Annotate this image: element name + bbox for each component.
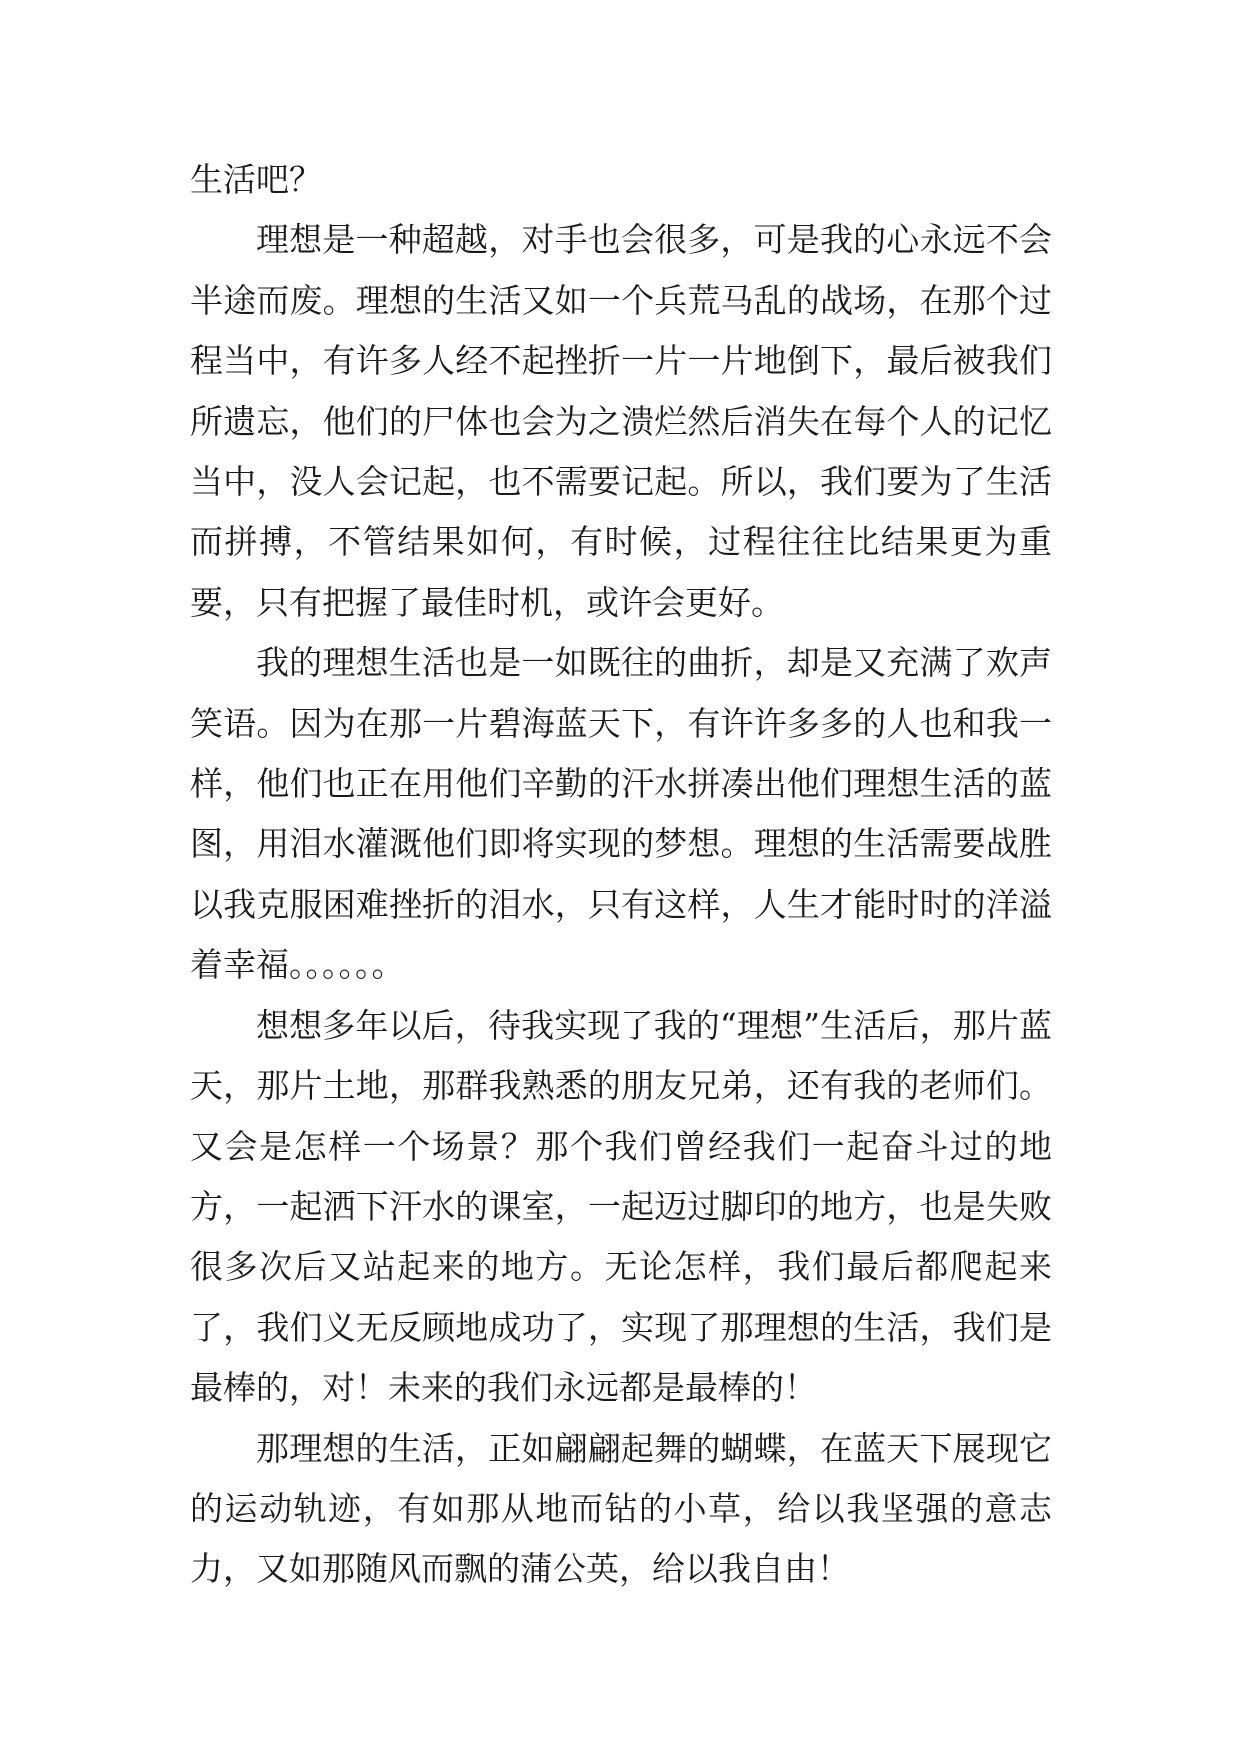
document-page xyxy=(190,150,1052,1600)
paragraph-3: 我的理想生活也是一如既往的曲折，却是又充满了欢声笑语。因为在那一片碧海蓝天下，有许许多多的人也和我一样，他们也正在用他们辛勤的汗水拼凑出他们理想生活的蓝图，用泪水灌溉他们即将实现的梦想。理想的生活需要战胜以我克服困难挫折的泪水，只有这样，人生才能时时的洋溢着幸福。。。。。。 xyxy=(190,643,1052,985)
paragraph-2: 理想是一种超越，对手也会很多，可是我的心永远不会半途而废。理想的生活又如一个兵荒马乱的战场，在那个过程当中，有许多人经不起挫折一片一片地倒下，最后被我们所遗忘，他们的尸体也会为之溃烂然后消失在每个人的记忆当中，没人会记起，也不需要记起。所以，我们要为了生活而拼搏，不管结果如何，有时候，过程往往比结果更为重要，只有把握了最佳时机，或许会更好。 xyxy=(190,220,1052,622)
paragraph-5: 那理想的生活，正如翩翩起舞的蝴蝶，在蓝天下展现它的运动轨迹，有如那从地而钻的小草，给以我坚强的意志力，又如那随风而飘的蒲公英，给以我自由！ xyxy=(190,1428,1052,1589)
paragraph-1: 生活吧？ xyxy=(190,160,322,199)
paragraph-4: 想想多年以后，待我实现了我的“理想”生活后，那片蓝天，那片土地，那群我熟悉的朋友兄弟，还有我的老师们。又会是怎样一个场景？那个我们曾经我们一起奋斗过的地方，一起洒下汗水的课室，一起迈过脚印的地方，也是失败很多次后又站起来的地方。无论怎样，我们最后都爬起来了，我们义无反顾地成功了，实现了那理想的生活，我们是最棒的，对！未来的我们永远都是最棒的！ xyxy=(190,1005,1052,1408)
